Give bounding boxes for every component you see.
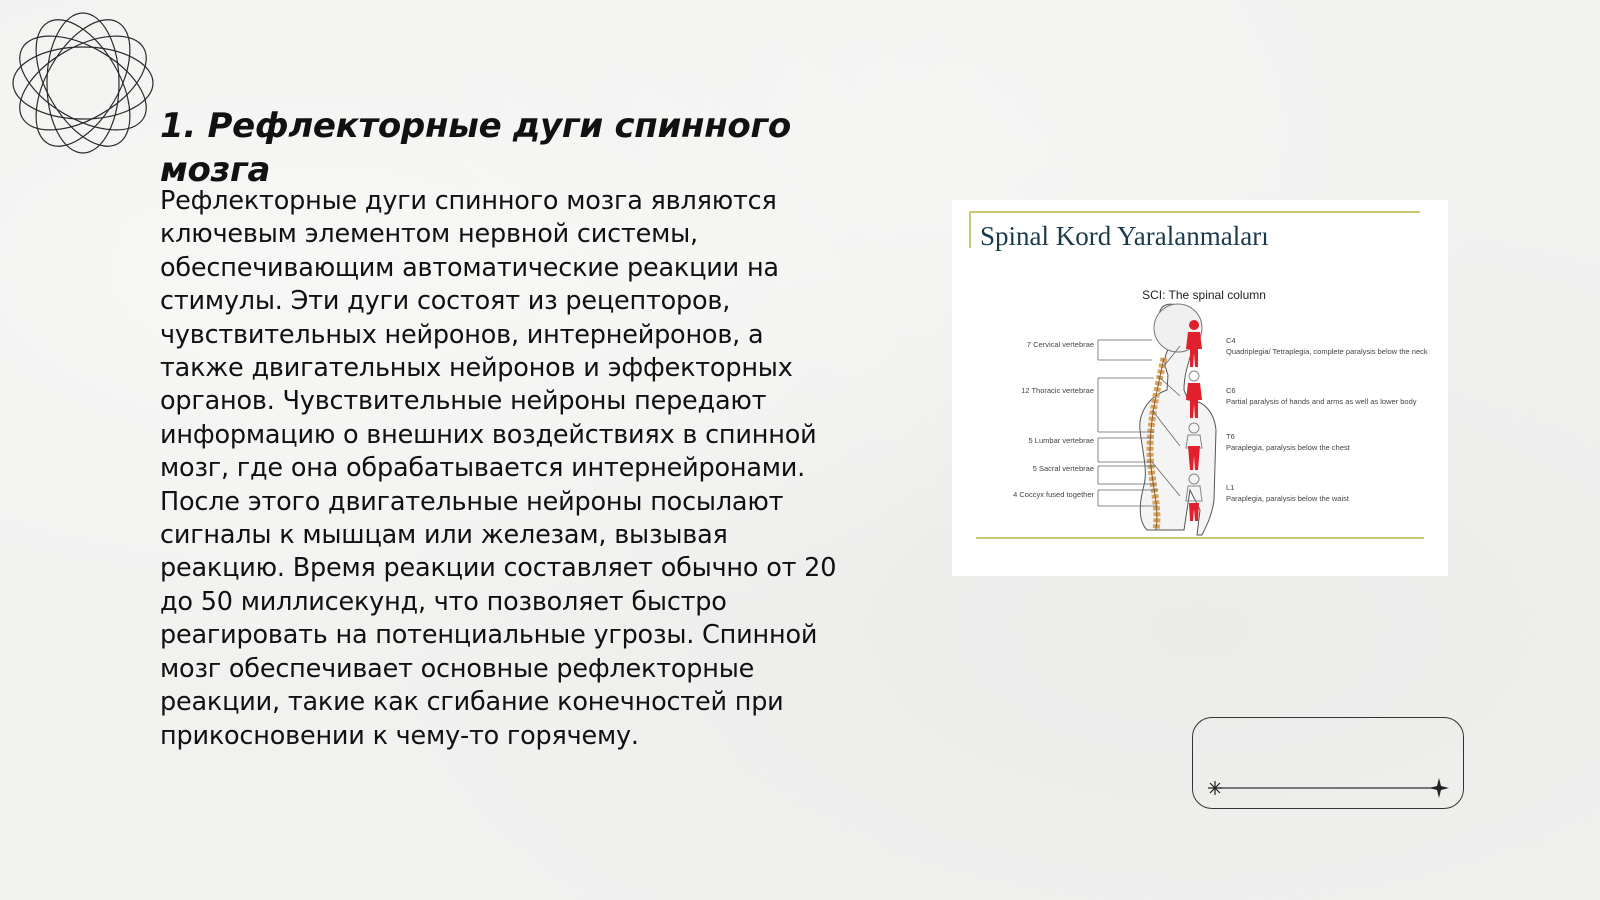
slide-title: 1. Рефлекторные дуги спинного мозга: [160, 106, 791, 190]
level-label: T6: [1226, 432, 1235, 441]
level-label: L1: [1226, 483, 1235, 492]
left-label: 5 Lumbar vertebrae: [1028, 436, 1094, 445]
spinal-cord-figure: [952, 200, 1448, 576]
injury-label: Paraplegia, paralysis below the waist: [1226, 494, 1349, 503]
left-label: 4 Coccyx fused together: [1013, 490, 1094, 499]
circle-ornament-icon: [8, 8, 158, 158]
injury-label: Partial paralysis of hands and arms as well as lower body: [1226, 397, 1417, 406]
left-label: 5 Sacral vertebrae: [1032, 464, 1094, 473]
star-icon: [1429, 778, 1449, 798]
timeline-decoration: [1192, 717, 1464, 809]
sparkle-icon: [1208, 781, 1222, 795]
figure-heading: Spinal Kord Yaralanmaları: [980, 221, 1269, 251]
level-label: C6: [1226, 386, 1236, 395]
slide-body-text: Рефлекторные дуги спинного мозга являются ключевым элементом нервной системы, обеспечивающим автоматические реакции на стимулы. Эти дуги состоят из рецепторов, чувствительных нейронов, интернейронов, а также двигательных нейронов и эффекторных органов. Чувствительные нейроны передают информацию о внешних воздействиях в спинной мозг, где она обрабатывается интернейронами. После этого двигательные нейроны посылают сигналы к мышцам или железам, вызывая реакцию. Время реакции составляет обычно от 20 до 50 миллисекунд, что позволяет быстро реагировать на потенциальные угрозы. Спинной мозг обеспечивает основные рефлекторные реакции, такие как сгибание конечностей при прикосновении к чему-то горячему.: [160, 186, 837, 751]
injury-label: Paraplegia, paralysis below the chest: [1226, 443, 1350, 452]
figure-subheading: SCI: The spinal column: [1142, 288, 1266, 302]
left-label: 12 Thoracic vertebrae: [1021, 386, 1094, 395]
level-label: C4: [1226, 336, 1236, 345]
left-label: 7 Cervical vertebrae: [1026, 340, 1094, 349]
injury-label: Quadriplegia/ Tetraplegia, complete paralysis below the neck: [1226, 347, 1428, 356]
